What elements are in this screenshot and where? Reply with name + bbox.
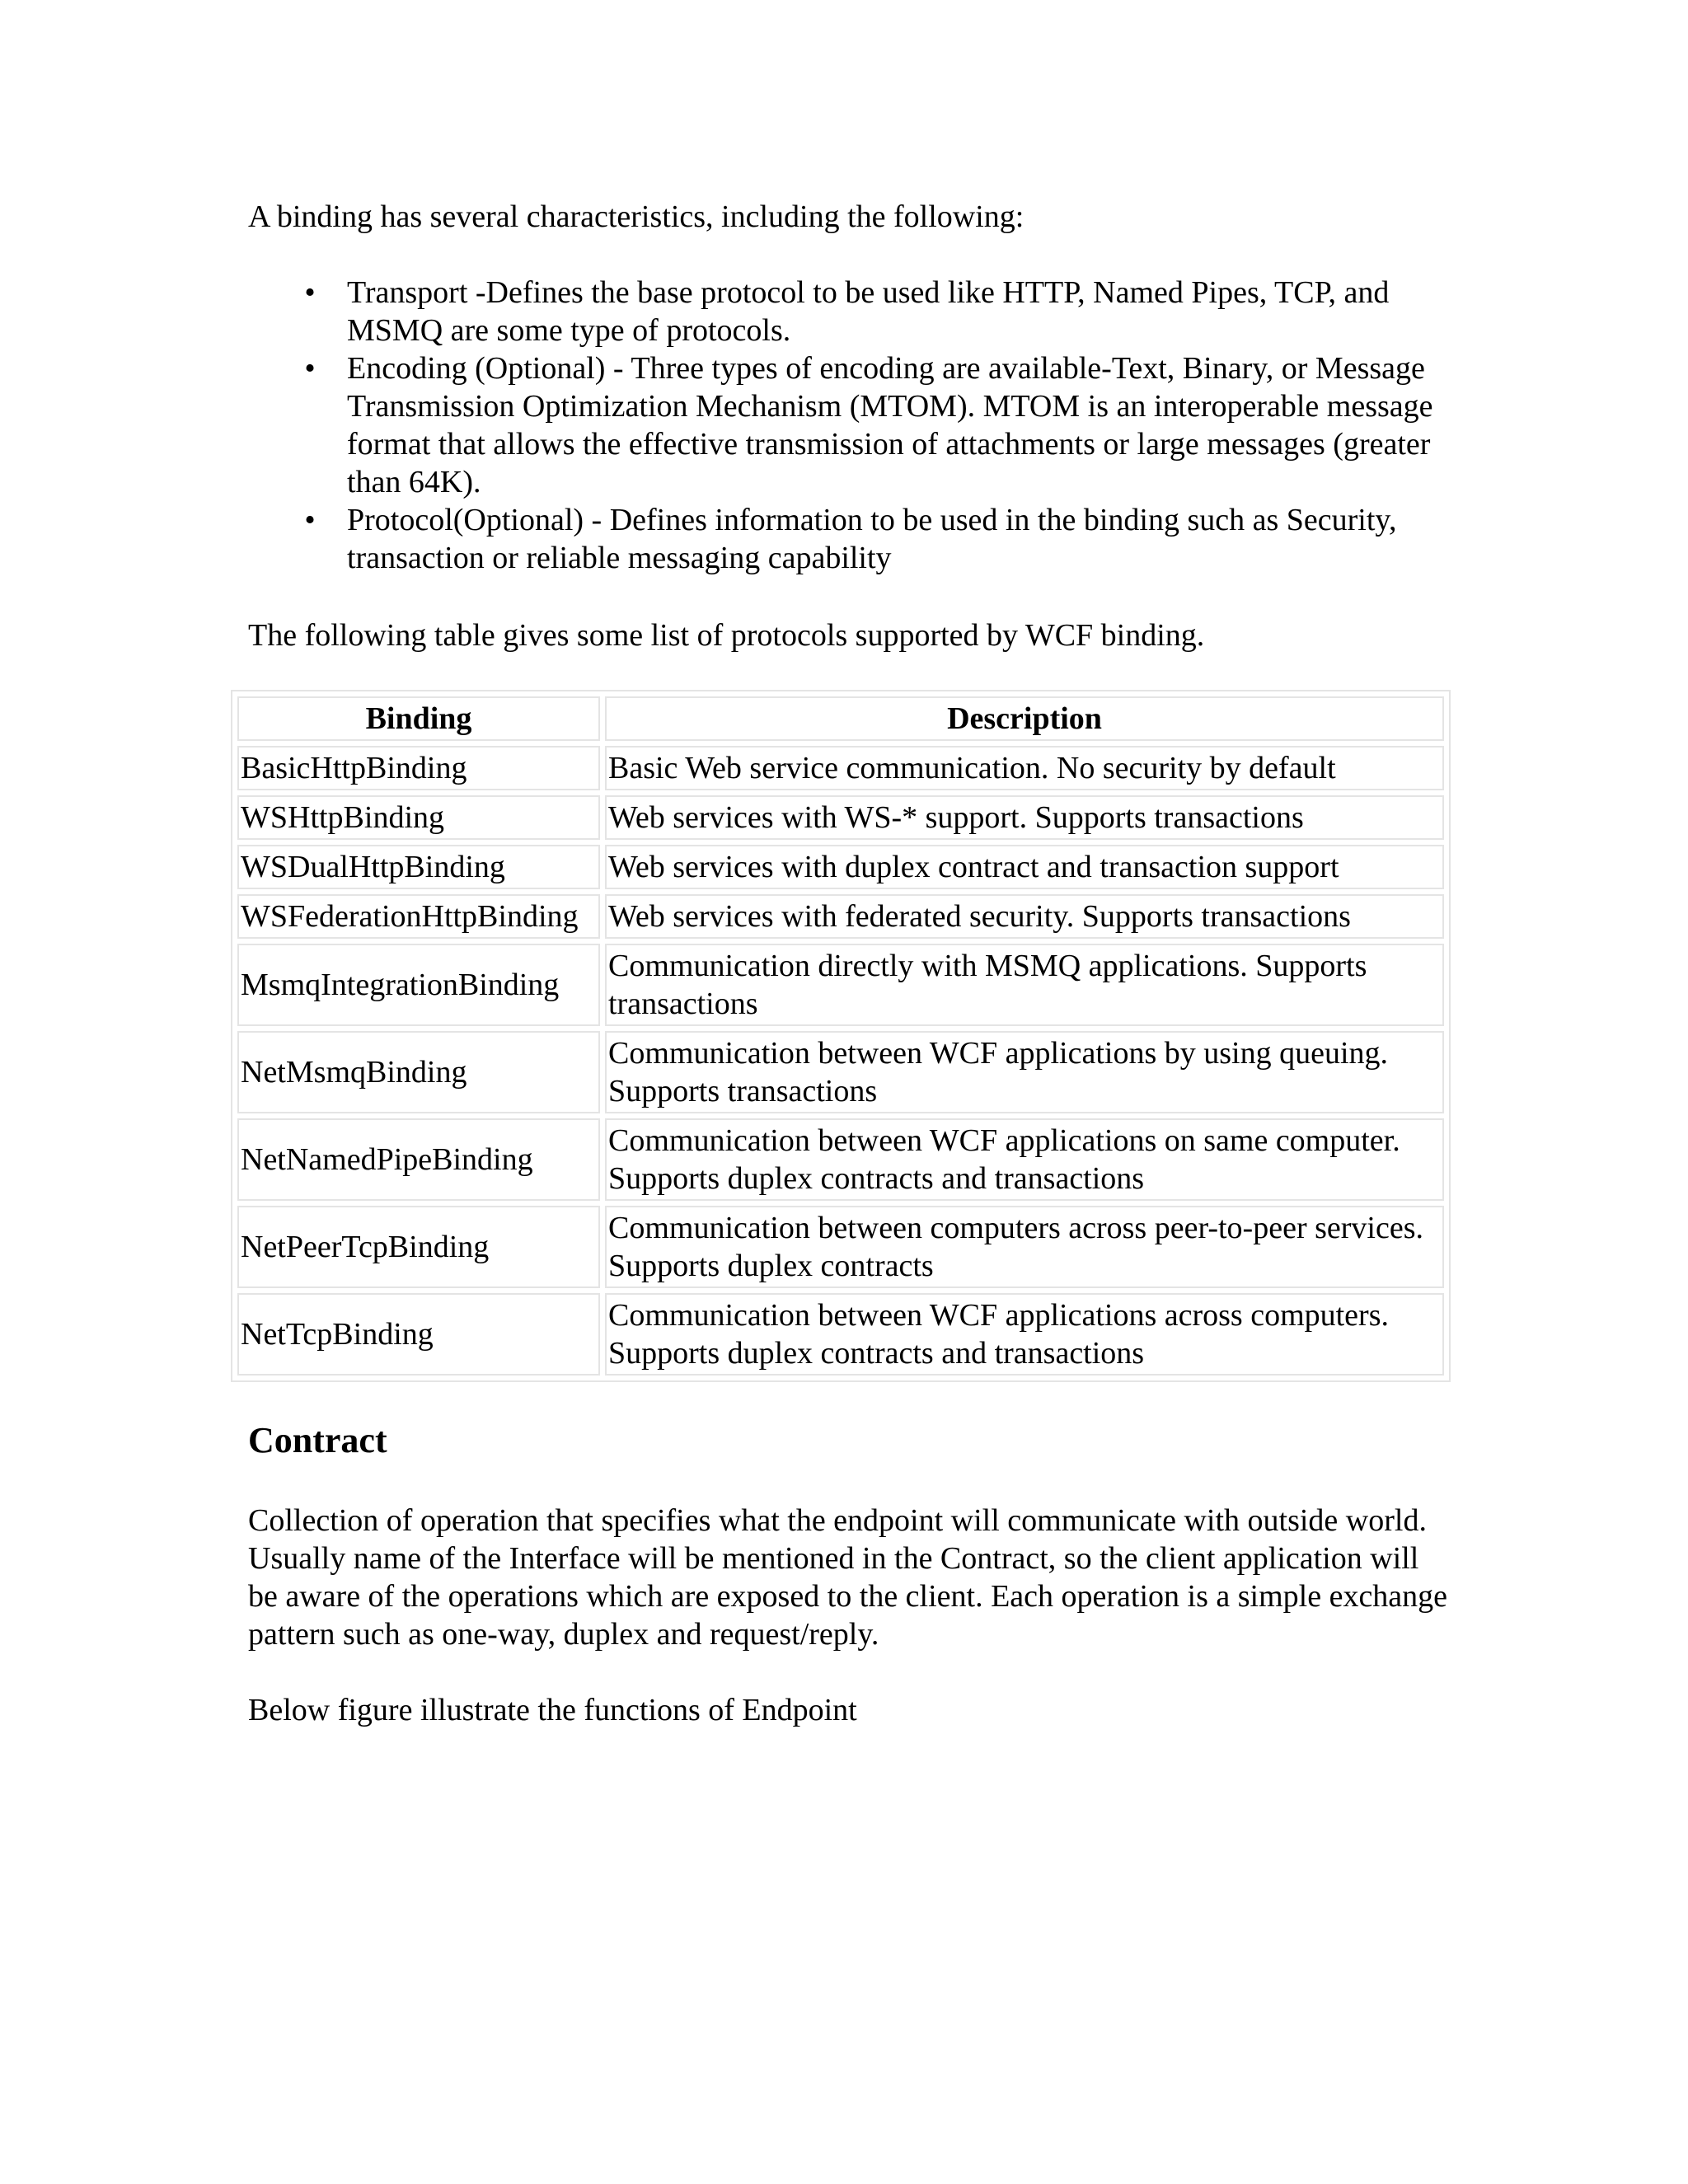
binding-cell: MsmqIntegrationBinding (237, 944, 600, 1026)
binding-cell: WSFederationHttpBinding (237, 894, 600, 939)
table-row (237, 795, 1444, 840)
table-row (237, 944, 1444, 1026)
description-cell: Web services with WS-* support. Supports transactions (605, 795, 1444, 840)
binding-cell: NetNamedPipeBinding (237, 1118, 600, 1201)
table-intro-paragraph: The following table gives some list of protocols supported by WCF binding. (248, 618, 1205, 653)
list-item (248, 349, 1451, 501)
table-row (237, 845, 1444, 889)
binding-cell: BasicHttpBinding (237, 746, 600, 790)
table-row (237, 746, 1444, 790)
contract-heading: Contract (248, 1420, 387, 1460)
list-item-text: Encoding (Optional) - Three types of encoding are available-Text, Binary, or Message Transmission Optimization Mechanism (MTOM). MTOM is an interoperable message format that allows the effective transmission of attachments or large messages (greater than 64K). (347, 351, 1433, 499)
description-cell: Communication between computers across peer-to-peer services. Supports duplex contracts (605, 1206, 1444, 1288)
list-item-text: Protocol(Optional) - Defines information to be used in the binding such as Security, transaction or reliable messaging capability (347, 503, 1397, 575)
binding-table (231, 690, 1451, 1382)
table-row (237, 1118, 1444, 1201)
list-item-text: Transport -Defines the base protocol to be used like HTTP, Named Pipes, TCP, and MSMQ are some type of protocols. (347, 275, 1390, 348)
description-cell: Communication between WCF applications across computers. Supports duplex contracts and transactions (605, 1293, 1444, 1376)
binding-cell: NetPeerTcpBinding (237, 1206, 600, 1288)
binding-cell: WSHttpBinding (237, 795, 600, 840)
description-cell: Basic Web service communication. No security by default (605, 746, 1444, 790)
list-item (248, 274, 1451, 349)
header-description: Description (605, 696, 1444, 741)
bullet-icon: • (304, 503, 316, 537)
description-cell: Communication directly with MSMQ applications. Supports transactions (605, 944, 1444, 1026)
table-row (237, 894, 1444, 939)
bullet-icon: • (304, 351, 316, 386)
figure-intro-paragraph: Below figure illustrate the functions of Endpoint (248, 1693, 857, 1727)
binding-cell: NetMsmqBinding (237, 1031, 600, 1113)
table-row (237, 1206, 1444, 1288)
description-cell: Web services with federated security. Supports transactions (605, 894, 1444, 939)
binding-cell: WSDualHttpBinding (237, 845, 600, 889)
description-cell: Communication between WCF applications by using queuing. Supports transactions (605, 1031, 1444, 1113)
table-header-row (237, 696, 1444, 741)
intro-paragraph: A binding has several characteristics, including the following: (248, 199, 1025, 234)
table-row (237, 1293, 1444, 1376)
table-row (237, 1031, 1444, 1113)
header-binding: Binding (237, 696, 600, 741)
binding-characteristics-list (248, 274, 1451, 577)
contract-paragraph: Collection of operation that specifies what the endpoint will communicate with outside world. Usually name of the Interface will be mentioned in the Contract, so the client application will be aware of the operations which are exposed to the client. Each operation is a simple exchange pattern such as one-way, duplex and request/reply. (248, 1503, 1448, 1652)
bullet-icon: • (304, 275, 316, 310)
description-cell: Communication between WCF applications on same computer. Supports duplex contracts and transactions (605, 1118, 1444, 1201)
description-cell: Web services with duplex contract and transaction support (605, 845, 1444, 889)
binding-cell: NetTcpBinding (237, 1293, 600, 1376)
list-item (248, 501, 1451, 577)
